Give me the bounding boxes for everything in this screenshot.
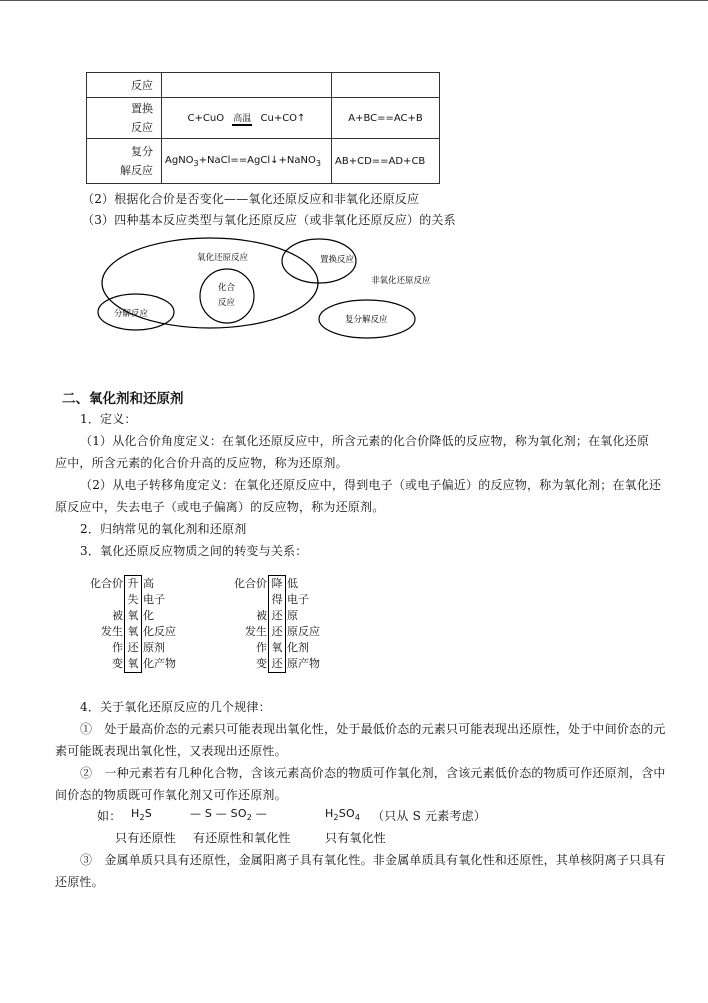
grid-cell: 发生: [245, 625, 267, 638]
label-both: 有还原性和氧化性: [193, 831, 291, 845]
rule-3-line-2: 还原性。: [55, 875, 104, 889]
grid-cell-key: 降: [269, 576, 286, 593]
formula-h2s: [131, 807, 152, 822]
grid-cell: 化产物: [143, 657, 176, 671]
page-top-rule: [0, 0, 708, 1]
eq-sub: 3: [193, 158, 199, 168]
grid-cell: 作: [256, 641, 267, 654]
venn-label-displacement: 置换反应: [320, 255, 355, 265]
row-label: 复分: [131, 145, 153, 158]
grid-cell: 原产物: [287, 657, 320, 671]
grid-row: [88, 640, 177, 656]
grid-cell: 发生: [101, 625, 123, 638]
equation-products: Cu+CO↑: [260, 112, 306, 124]
formula-h2so4: [325, 807, 360, 822]
table-cell-label: [87, 98, 162, 139]
grid-cell: 变: [112, 657, 123, 671]
rule-2-line-2: 间价态的物质既可作氧化剂又可作还原剂。: [55, 788, 287, 802]
example-prefix: 如：: [97, 809, 122, 823]
rules-heading: 4．关于氧化还原反应的几个规律：: [80, 700, 271, 714]
grid-row: [232, 608, 321, 624]
rule-1-line-2: 素可能既表现出氧化性，又表现出还原性。: [55, 744, 287, 758]
grid-cell: 电子: [287, 593, 309, 606]
definition-heading: 1．定义：: [80, 412, 137, 426]
grid-cell: 化剂: [287, 641, 309, 654]
grid-row: [88, 608, 177, 624]
grid-cell: 原: [287, 609, 298, 622]
grid-cell: 被: [112, 609, 123, 622]
general-form: A+BC==AC+B: [348, 112, 423, 124]
formula-part: — S — SO: [190, 807, 247, 820]
grid-cell-key: 还: [269, 656, 286, 673]
row-label: 置换: [131, 102, 153, 115]
table-cell-general: [332, 139, 440, 184]
item-2: 2．归纳常见的氧化剂和还原剂: [80, 522, 247, 536]
grid-cell-key: 得: [269, 592, 286, 608]
grid-row: [88, 656, 177, 673]
paragraph-p2: （2）根据化合价是否变化——氧化还原反应和非氧化还原反应: [82, 192, 420, 206]
table-cell-general: [332, 98, 440, 139]
label-reducing-only: 只有还原性: [115, 831, 177, 845]
grid-row: [232, 640, 321, 656]
table-cell-label: [87, 139, 162, 184]
table-cell-equation: [162, 98, 332, 139]
table-cell-equation: [162, 139, 332, 184]
formula-part: H: [131, 807, 140, 820]
formula-mid: [190, 807, 267, 822]
redox-venn-diagram: [90, 234, 440, 344]
definition-1-line-2: 应中，所含元素的化合价升高的反应物，称为还原剂。: [55, 456, 348, 470]
table-row: [87, 98, 440, 139]
venn-label-redox: 氧化还原反应: [197, 253, 249, 263]
paragraph-p3: （3）四种基本反应类型与氧化还原反应（或非氧化还原反应）的关系: [82, 213, 456, 227]
item-3: 3．氧化还原反应物质之间的转变与关系：: [80, 544, 308, 558]
venn-label-double-decomp: 复分解反应: [345, 315, 388, 325]
venn-label-combination-1: 化合: [218, 283, 236, 293]
grid-row: [88, 624, 177, 640]
eq-part: AgNO: [165, 154, 194, 166]
grid-cell: 变: [256, 657, 267, 671]
grid-row: [88, 592, 177, 608]
row-label: 反应: [131, 121, 153, 134]
grid-row: [232, 576, 321, 593]
example-note: （只从 S 元素考虑）: [372, 809, 487, 823]
formula-sub: 2: [246, 813, 253, 823]
reaction-condition: 高温: [232, 111, 252, 126]
formula-sub: 4: [354, 813, 361, 823]
rule-1-line-1: ① 处于最高价态的元素只可能表现出氧化性，处于最低价态的元素只可能表现出还原性，处于中间价态的元: [80, 722, 666, 736]
eq-part: +NaCl==AgCl↓+NaNO: [198, 154, 316, 166]
formula-part: —: [252, 807, 267, 820]
oxidation-relation-grid: [88, 575, 177, 673]
grid-row: [232, 656, 321, 673]
grid-cell: 化: [143, 609, 154, 622]
formula-part: S: [144, 807, 152, 820]
grid-cell-key: 升: [125, 576, 142, 593]
table-row: [87, 139, 440, 184]
eq-sub: 3: [315, 158, 321, 168]
definition-2-line-1: （2）从电子转移角度定义：在氧化还原反应中，得到电子（或电子偏近）的反应物，称为氧化剂；在氧化还: [80, 478, 662, 492]
grid-row: [232, 624, 321, 640]
grid-cell-key: 氧: [269, 640, 286, 656]
grid-cell-key: 还: [269, 624, 286, 640]
grid-cell-key: 失: [125, 592, 142, 608]
reduction-relation-grid: [232, 575, 321, 673]
grid-cell: 原剂: [143, 641, 165, 654]
grid-cell: 电子: [143, 593, 165, 606]
grid-cell: 原反应: [287, 625, 320, 638]
venn-label-combination-2: 反应: [218, 298, 236, 308]
grid-row: [232, 592, 321, 608]
rule-2-line-1: ② 一种元素若有几种化合物，含该元素高价态的物质可作氧化剂，含该元素低价态的物质可作还原剂，含中: [80, 766, 666, 780]
definition-2-line-2: 原反应中，失去电子（或电子偏离）的反应物，称为还原剂。: [55, 500, 385, 514]
general-form: AB+CD==AD+CB: [335, 155, 426, 167]
row-label: 解反应: [120, 164, 153, 177]
formula-sub: 2: [139, 813, 145, 823]
grid-cell: 低: [287, 576, 298, 590]
combination-circle: [200, 269, 254, 323]
grid-cell: [232, 592, 269, 608]
grid-cell: 高: [143, 576, 154, 590]
formula-part: SO: [338, 807, 355, 820]
grid-cell-key: 氧: [125, 608, 142, 624]
reaction-type-table: [86, 72, 440, 184]
row-label: 反应: [131, 79, 153, 92]
grid-cell: 作: [112, 641, 123, 654]
table-cell-label: [87, 73, 162, 98]
grid-cell: 化反应: [143, 625, 176, 638]
grid-cell: 化合价: [90, 576, 123, 590]
table-cell-general: [332, 73, 440, 98]
grid-cell: 化合价: [234, 576, 267, 590]
label-oxidizing-only: 只有氧化性: [325, 831, 387, 845]
equation-reactants: C+CuO: [187, 112, 225, 124]
rule-3-line-1: ③ 金属单质只具有还原性，金属阳离子具有氧化性。非金属单质具有氧化性和还原性，其单核阴离子只具有: [80, 853, 666, 867]
definition-1-line-1: （1）从化合价角度定义：在氧化还原反应中，所含元素的化合价降低的反应物，称为氧化剂；在氧化还原: [80, 434, 650, 448]
venn-label-nonredox: 非氧化还原反应: [371, 276, 431, 286]
formula-part: H: [325, 807, 334, 820]
formula-sub: 2: [333, 813, 339, 823]
grid-cell-key: 氧: [125, 656, 142, 673]
table-row: [87, 73, 440, 98]
grid-cell-key: 还: [269, 608, 286, 624]
section-title: 二、氧化剂和还原剂: [62, 391, 184, 407]
grid-cell-key: 氧: [125, 624, 142, 640]
venn-label-decomposition: 分解反应: [114, 309, 149, 319]
table-cell-equation: [162, 73, 332, 98]
grid-cell: [88, 592, 125, 608]
grid-cell: 被: [256, 609, 267, 622]
grid-cell-key: 还: [125, 640, 142, 656]
grid-row: [88, 576, 177, 593]
